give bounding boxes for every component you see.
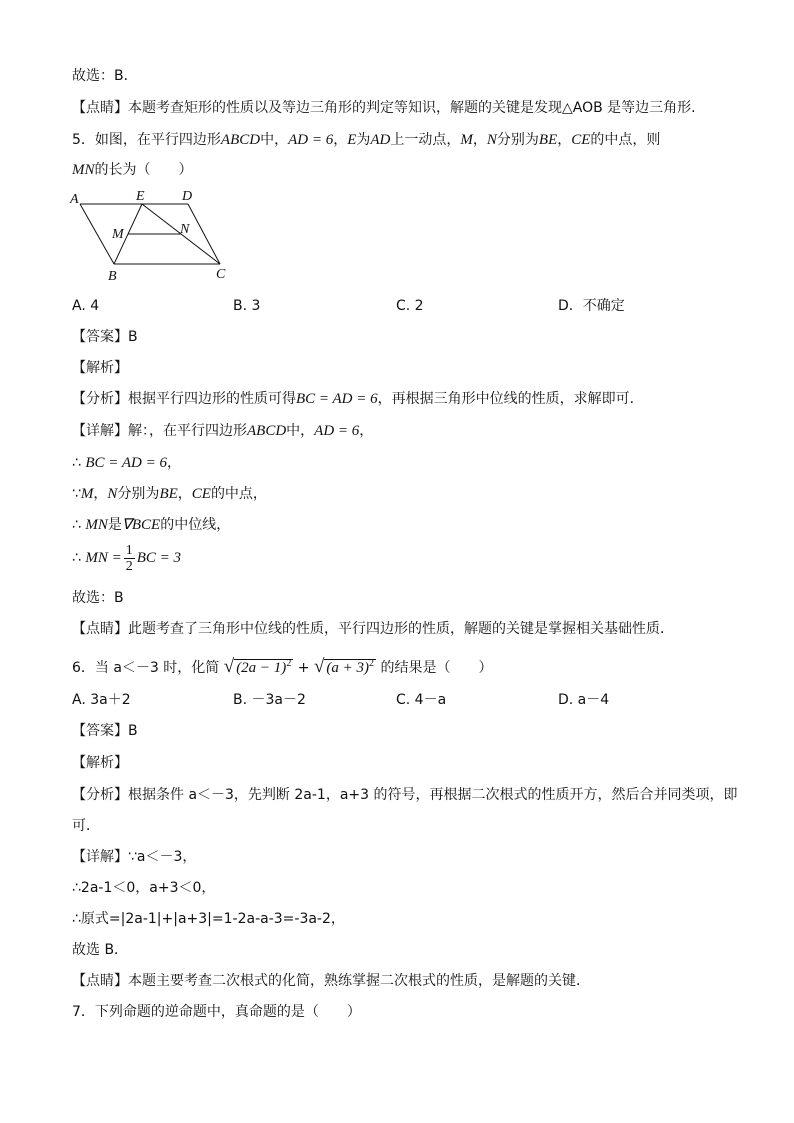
math-span: M (460, 132, 473, 148)
option-d: D. a－4 (558, 692, 610, 708)
text-span: ∴ (72, 455, 86, 471)
text-span: 的结果是（ ） (380, 660, 493, 676)
text-span: ∵ (72, 486, 81, 502)
sqrt-expression-1: √ $(2a - 1)^2$ (223, 656, 292, 677)
fraction-numerator: 1 (125, 542, 133, 558)
text-span: ， (333, 132, 348, 148)
text-span: ， (177, 486, 192, 502)
analysis-label: 【解析】 (72, 755, 128, 771)
math-span: CE (191, 486, 211, 502)
radicand: (2a − 1) (236, 660, 287, 676)
text-span: 中， (286, 423, 315, 439)
label-d: D (182, 189, 193, 204)
fraction-one-half (124, 543, 135, 574)
segment-dc (188, 204, 220, 264)
label-a: A (70, 192, 79, 207)
analysis-text: 【分析】根据条件 a＜－3，先判断 2a-1，a+3 的符号，再根据二次根式的性质开方，然后合并同类项，即 (72, 787, 738, 803)
text-span: ，再根据三角形中位线的性质，求解即可． (377, 391, 644, 407)
text-span: 的中位线， (160, 517, 231, 533)
plus-sign: + (297, 660, 310, 676)
text-span: 是 (107, 517, 122, 533)
math-span: BC = AD = 6 (85, 455, 167, 471)
analysis-label: 【解析】 (72, 360, 128, 376)
text-span: ， (472, 132, 487, 148)
option-a: A. 3a＋2 (72, 692, 131, 708)
answer-label: 【答案】B (72, 723, 138, 739)
math-span: MN (72, 162, 95, 178)
text-span: ， (557, 132, 572, 148)
solution-step (72, 541, 181, 575)
text-span: 的中点，则 (590, 132, 661, 148)
math-span: AD (370, 132, 391, 148)
answer-label: 【答案】B (72, 329, 138, 345)
detail-text: 【详解】∵a＜－3， (72, 849, 197, 865)
math-span: M (80, 486, 94, 502)
math-span: MN (85, 517, 108, 533)
choice-line: 故选：B (72, 590, 124, 606)
text-span: ， (359, 423, 374, 439)
text-line: 【点睛】本题考查矩形的性质以及等边三角形的判定等知识，解题的关键是发现△AOB 是等边三角形. (72, 100, 696, 116)
math-span: N (486, 132, 497, 148)
label-c: C (216, 267, 226, 282)
text-span: 中， (260, 132, 289, 148)
sqrt-expression-2: √ $(a + 3)^2$ (313, 656, 375, 677)
exponent: 2 (286, 658, 292, 669)
parallelogram-figure (68, 186, 238, 286)
text-span: 上一动点， (390, 132, 461, 148)
option-c: C. 4－a (396, 692, 447, 708)
option-a: A. 4 (72, 298, 100, 314)
analysis-text: 可． (72, 818, 100, 834)
text-span: ， (167, 455, 181, 471)
question-6-line (72, 654, 492, 678)
solution-step: ∴2a-1＜0，a+3＜0， (72, 880, 216, 896)
analysis-text (72, 389, 644, 409)
text-span: 的中点， (210, 486, 267, 502)
radicand: (a + 3) (326, 660, 370, 676)
text-line: 故选：B． (72, 68, 138, 84)
math-span: BE (538, 132, 558, 148)
text-span: 的长为（ ） (94, 162, 193, 178)
question-7-line: 7．下列命题的逆命题中，真命题的是（ ） (72, 1004, 361, 1020)
option-d: D．不确定 (558, 298, 625, 314)
question-5-line-1 (72, 130, 660, 150)
comment-line: 【点睛】本题主要考查二次根式的化简，熟练掌握二次根式的性质，是解题的关键． (72, 973, 590, 989)
question-5-line-2 (72, 160, 193, 180)
solution-step (72, 484, 267, 504)
math-span: E (347, 132, 357, 148)
option-c: C. 2 (396, 298, 424, 314)
label-b: B (108, 269, 117, 284)
exponent: 2 (369, 658, 375, 669)
text-span: 【详解】解：，在平行四边形 (72, 423, 247, 439)
detail-text (72, 421, 373, 441)
math-span: BC = 3 (136, 550, 182, 566)
math-span: AD = 6 (288, 132, 334, 148)
math-span: BE (159, 486, 178, 502)
text-span: 分别为 (496, 132, 539, 148)
option-b: B. 3 (233, 298, 261, 314)
choice-line: 故选 B． (72, 942, 129, 958)
label-m: M (112, 227, 124, 242)
solution-step (72, 515, 230, 535)
label-n: N (180, 222, 190, 237)
text-span: ， (93, 486, 108, 502)
math-span: ABCD (247, 423, 287, 439)
solution-step: ∴原式=|2a-1|+|a+3|=1-2a-a-3=-3a-2， (72, 911, 345, 927)
math-span: ABCD (220, 132, 261, 148)
solution-step (72, 453, 181, 473)
segment-ab (80, 204, 114, 264)
text-span: ∴ (72, 550, 86, 566)
text-span: 为 (356, 132, 371, 148)
math-span: ∇BCE (121, 517, 161, 533)
comment-line: 【点睛】此题考查了三角形中位线的性质，平行四边形的性质，解题的关键是掌握相关基础性质． (72, 621, 674, 637)
math-span: BC = AD = 6 (296, 391, 378, 407)
text-span: ∴ (72, 517, 86, 533)
math-span: CE (571, 132, 591, 148)
fraction-denominator: 2 (125, 558, 133, 574)
label-e: E (136, 189, 145, 204)
math-span: MN = (85, 550, 122, 566)
math-span: N (107, 486, 118, 502)
text-span: 5．如图，在平行四边形 (72, 132, 221, 148)
text-span: 【分析】根据平行四边形的性质可得 (72, 391, 296, 407)
option-b: B. －3a－2 (233, 692, 306, 708)
text-span: 6．当 a＜－3 时，化简 (72, 660, 220, 676)
text-span: 分别为 (117, 486, 160, 502)
math-span: AD = 6 (314, 423, 360, 439)
